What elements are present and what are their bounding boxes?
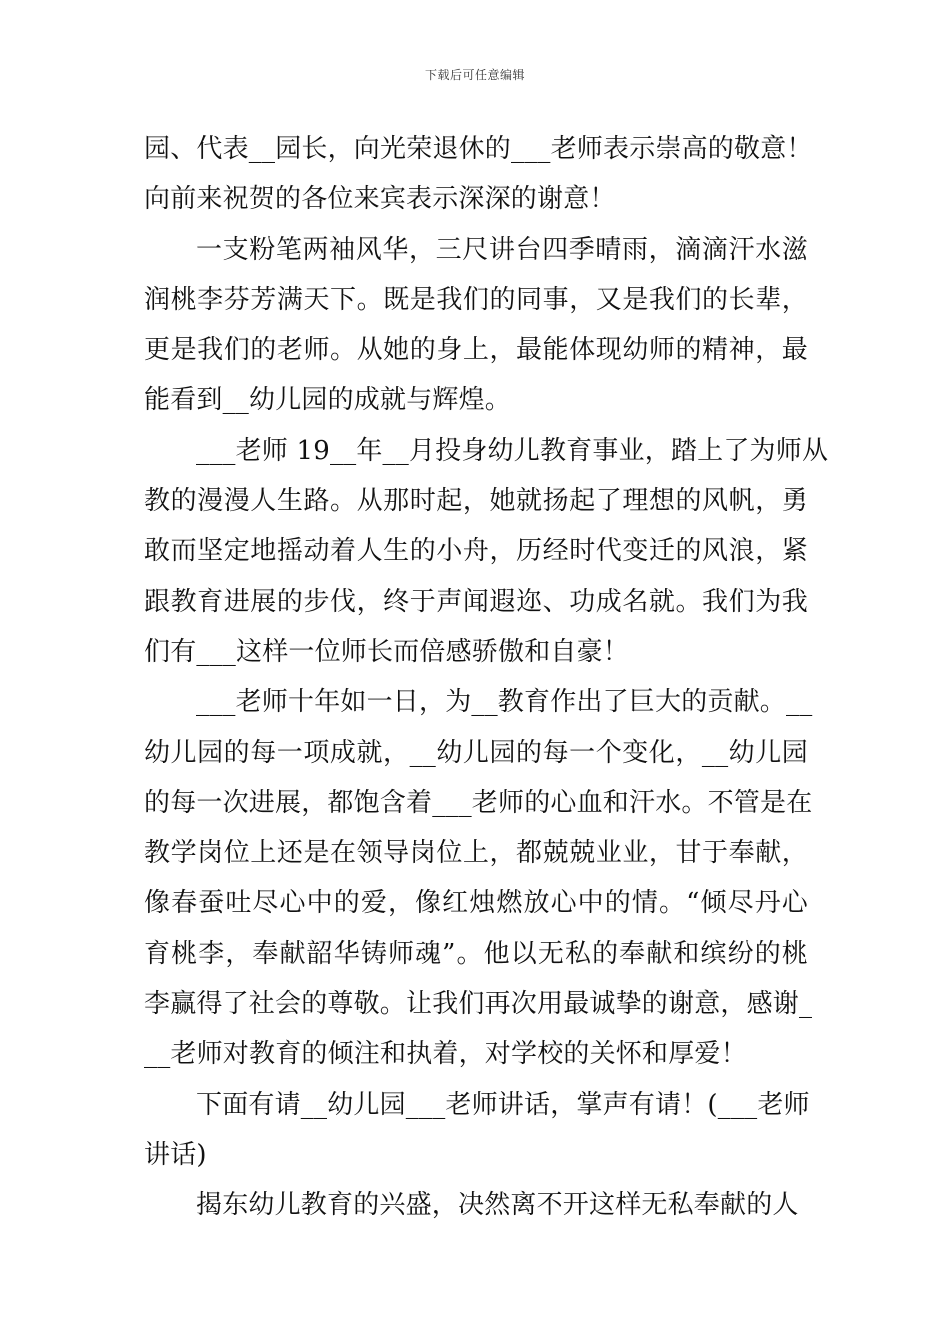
page-header: 下载后可任意编辑 — [424, 68, 525, 82]
text-line: 园、代表__园长，向光荣退休的___老师表示崇高的敬意！ — [144, 134, 813, 164]
text-line: 跟教育进展的步伐，终于声闻遐迩、功成名就。我们为我 — [144, 586, 808, 617]
text-line: 教学岗位上还是在领导岗位上，都兢兢业业，甘于奉献， — [144, 838, 808, 869]
paragraph — [144, 1080, 808, 1181]
text-line: 向前来祝贺的各位来宾表示深深的谢意！ — [144, 184, 616, 215]
text-line: 揭东幼儿教育的兴盛，决然离不开这样无私奉献的人 — [196, 1190, 799, 1221]
text-line: 润桃李芬芳满天下。既是我们的同事，又是我们的长辈， — [144, 284, 808, 315]
text-line: 的每一次进展，都饱含着___老师的心血和汗水。不管是在 — [144, 787, 813, 818]
text-line: 能看到__幼儿园的成就与辉煌。 — [144, 385, 512, 416]
paragraph — [144, 426, 829, 677]
text-line: ___老师十年如一日，为__教育作出了巨大的贡献。__ — [196, 687, 813, 718]
text-line: ___老师 19__年__月投身幼儿教育事业，踏上了为师从 — [196, 435, 829, 466]
text-line: 下面有请__幼儿园___老师讲话，掌声有请！(___老师 — [196, 1089, 810, 1120]
text-line: 们有___这样一位师长而倍感骄傲和自豪！ — [144, 636, 630, 667]
text-line: 教的漫漫人生路。从那时起，她就扬起了理想的风帆，勇 — [144, 486, 808, 517]
text-line: __老师对教育的倾注和执着，对学校的关怀和厚爱！ — [144, 1039, 747, 1070]
paragraph — [144, 225, 808, 426]
text-line: 讲话) — [144, 1139, 207, 1170]
text-line: 更是我们的老师。从她的身上，最能体现幼师的精神，最 — [144, 335, 808, 366]
text-line: 一支粉笔两袖风华，三尺讲台四季晴雨，滴滴汗水滋 — [196, 234, 808, 265]
text-line: 育桃李，奉献韶华铸师魂”。他以无私的奉献和缤纷的桃 — [144, 938, 808, 969]
text-line: 敢而坚定地摇动着人生的小舟，历经时代变迁的风浪，紧 — [144, 536, 808, 567]
paragraph — [144, 1180, 808, 1230]
paragraph — [144, 124, 813, 225]
text-line: 幼儿园的每一项成就，__幼儿园的每一个变化，__幼儿园 — [144, 737, 808, 768]
paragraph — [144, 677, 813, 1079]
text-line: 李赢得了社会的尊敬。让我们再次用最诚挚的谢意，感谢_ — [144, 989, 813, 1020]
document-body — [144, 124, 829, 1231]
text-line: 像春蚕吐尽心中的爱，像红烛燃放心中的情。“倾尽丹心 — [144, 888, 808, 919]
